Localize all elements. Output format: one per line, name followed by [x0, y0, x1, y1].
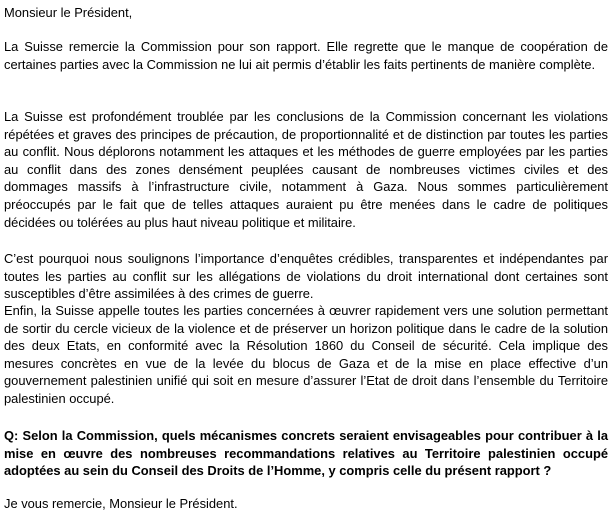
question-paragraph: Q: Selon la Commission, quels mécanismes concrets seraient envisageables pour contribuer à la mise en œuvre des nombreuses recommandations relatives au Territoire palestinien occupé adoptées au sein du Conseil des Droits de l’Homme, y compris celle du présent rapport ?	[4, 428, 608, 479]
salutation: Monsieur le Président,	[4, 5, 133, 20]
document-page	[4, 0, 608, 530]
closing-line: Je vous remercie, Monsieur le Président.	[4, 496, 238, 511]
paragraph-2: La Suisse est profondément troublée par les conclusions de la Commission concernant les violations répétées et graves des principes de précaution, de proportionnalité et de distinction par toutes les parties au conflit. Nous déplorons notamment les attaques et les méthodes de guerre employées par les parties au conflit dans des zones densément peuplées causant de nombreuses victimes civiles et des dommages massifs à l’infrastructure civile, notamment à Gaza. Nous sommes particulièrement préoccupés par le fait que de telles attaques auraient pu être menées dans le cadre de politiques décidées ou tolérées au plus haut niveau politique et militaire.	[4, 109, 608, 230]
paragraph-4: Enfin, la Suisse appelle toutes les parties concernées à œuvrer rapidement vers une solution permettant de sortir du cercle vicieux de la violence et de préserver un horizon politique dans le cadre de la solution des deux Etats, en conformité avec la Résolution 1860 du Conseil de sécurité. Cela implique des mesures concrètes en vue de la levée du blocus de Gaza et de la mise en place effective d’un gouvernement palestinien unifié qui soit en mesure d’assurer l’Etat de droit dans l’ensemble du Territoire palestinien occupé.	[4, 303, 608, 406]
paragraph-3: C’est pourquoi nous soulignons l’importance d’enquêtes crédibles, transparentes et indépendantes par toutes les parties au conflit sur les allégations de violations du droit international dont certaines sont susceptibles d’être assimilées à des crimes de guerre.	[4, 251, 608, 302]
paragraph-1: La Suisse remercie la Commission pour son rapport. Elle regrette que le manque de coopération de certaines parties avec la Commission ne lui ait permis d’établir les faits pertinents de manière complète.	[4, 39, 608, 72]
